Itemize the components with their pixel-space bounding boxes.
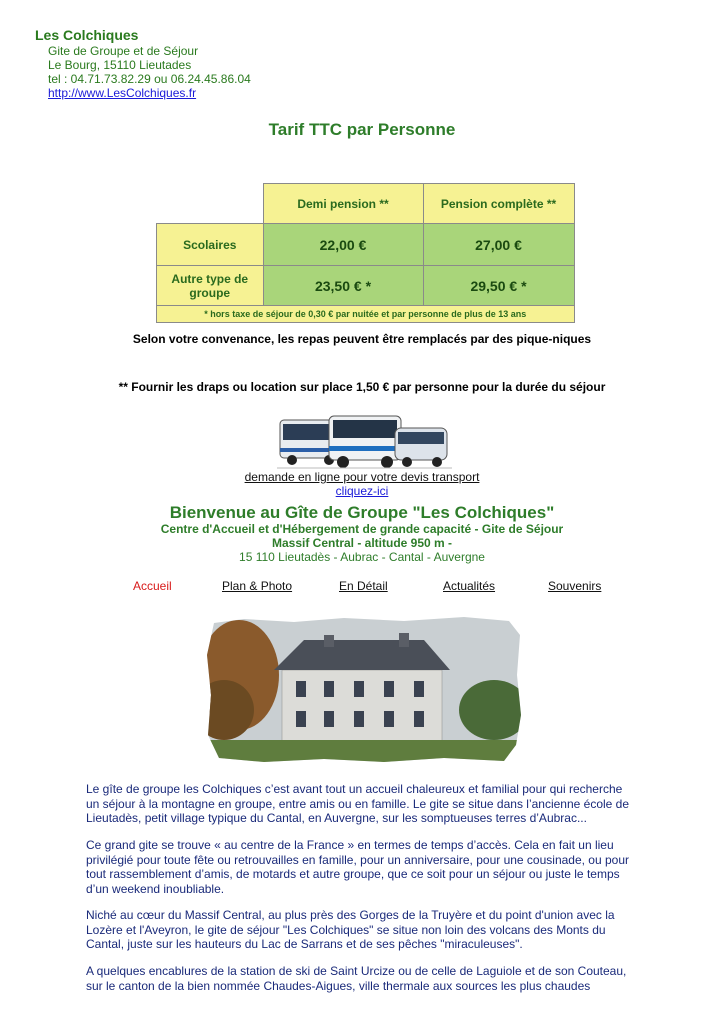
page-title: Tarif TTC par Personne <box>268 120 456 139</box>
sheets-notice: ** Fournir les draps ou location sur place 1,50 € par personne pour la durée du séjour <box>118 380 606 394</box>
row-label-students: Scolaires <box>157 224 264 266</box>
price-other-full: 29,50 € * <box>423 266 574 306</box>
col-header-half-board: Demi pension ** <box>263 184 423 224</box>
paragraph-line: Niché au cœur du Massif Central, au plus près des Gorges de la Truyère et du point d'union avec la <box>86 908 615 922</box>
paragraph-line: Cantal, juste sur les hauteurs du Lac de Sarrans et de ses pêches "miraculeuses". <box>86 937 523 951</box>
transport-click-link[interactable]: cliquez-ici <box>335 484 389 498</box>
price-students-half: 22,00 € <box>263 224 423 266</box>
nav-actualites[interactable]: Actualités <box>443 579 496 593</box>
paragraph-ski <box>86 964 646 993</box>
paragraph-line: d’un weekend inoubliable. <box>86 881 225 896</box>
transport-request-text[interactable]: demande en ligne pour votre devis transport <box>244 470 480 484</box>
house-photo <box>204 615 524 765</box>
price-table <box>156 183 575 323</box>
paragraph-line: Lozère et l'Aveyron, le gite de séjour "Les Colchiques" se situe non loin des volcans des Monts du <box>86 922 606 937</box>
price-students-full: 27,00 € <box>423 224 574 266</box>
welcome-title: Bienvenue au Gîte de Groupe "Les Colchiques" <box>169 503 555 522</box>
nav-plan-photo[interactable]: Plan & Photo <box>222 579 293 593</box>
paragraph-line: tout rassemblement d’amis, de motards et autre groupe, que ce soit pour un séjour ou juste le temps <box>86 867 620 881</box>
subtitle: Gite de Groupe et de Séjour <box>48 44 199 58</box>
welcome-subtitle: Centre d'Accueil et d'Hébergement de grande capacité - Gite de Séjour <box>160 522 564 536</box>
paragraph-line: A quelques encablures de la station de ski de Saint Urcize ou de celle de Laguiole et de son Couteau, <box>86 964 627 978</box>
address: Le Bourg, 15110 Lieutades <box>48 58 192 72</box>
paragraph-intro <box>86 782 646 826</box>
welcome-location: 15 110 Lieutadès - Aubrac - Cantal - Auvergne <box>239 550 485 564</box>
paragraph-line: Le gîte de groupe les Colchiques c’est avant tout un accueil chaleureux et familial pour qui recherche <box>86 782 623 796</box>
paragraph-center-france <box>86 838 646 896</box>
tax-note: * hors taxe de séjour de 0,30 € par nuitée et par personne de plus de 13 ans <box>157 306 575 323</box>
price-other-half: 23,50 € * <box>263 266 423 306</box>
phone: tel : 04.71.73.82.29 ou 06.24.45.86.04 <box>48 72 251 86</box>
buses-image[interactable] <box>277 414 452 470</box>
nav-accueil[interactable]: Accueil <box>133 579 172 593</box>
paragraph-line: un séjour à la montagne en groupe, entre amis ou en famille. Le gite se situe dans l’ancienne école de <box>86 796 630 811</box>
nav-en-detail[interactable]: En Détail <box>339 579 388 593</box>
meals-notice: Selon votre convenance, les repas peuvent être remplacés par des pique-niques <box>132 332 592 346</box>
paragraph-massif-central <box>86 908 646 952</box>
paragraph-line: Ce grand gite se trouve « au centre de la France » en termes de temps d’accès. Cela en fait un lieu <box>86 838 614 852</box>
welcome-altitude: Massif Central - altitude 950 m - <box>271 536 453 550</box>
nav-souvenirs[interactable]: Souvenirs <box>548 579 602 593</box>
row-label-other-groups: Autre type de groupe <box>157 266 264 306</box>
paragraph-line: sur le canton de la bien nommée Chaudes-Aigues, ville thermale aux sources les plus chaudes <box>86 978 591 993</box>
site-name: Les Colchiques <box>35 27 139 43</box>
paragraph-line: privilégié pour toute fête ou retrouvailles en famille, pour un anniversaire, pour une cousinade, ou pour <box>86 852 629 867</box>
website-link[interactable]: http://www.LesColchiques.fr <box>48 86 197 100</box>
paragraph-line: Lieutadès, petit village typique du Cantal, en Auvergne, sur les somptueuses terres d’Aubrac... <box>86 811 587 825</box>
col-header-full-board: Pension complète ** <box>423 184 574 224</box>
table-corner <box>157 184 264 224</box>
website-line <box>48 86 196 101</box>
